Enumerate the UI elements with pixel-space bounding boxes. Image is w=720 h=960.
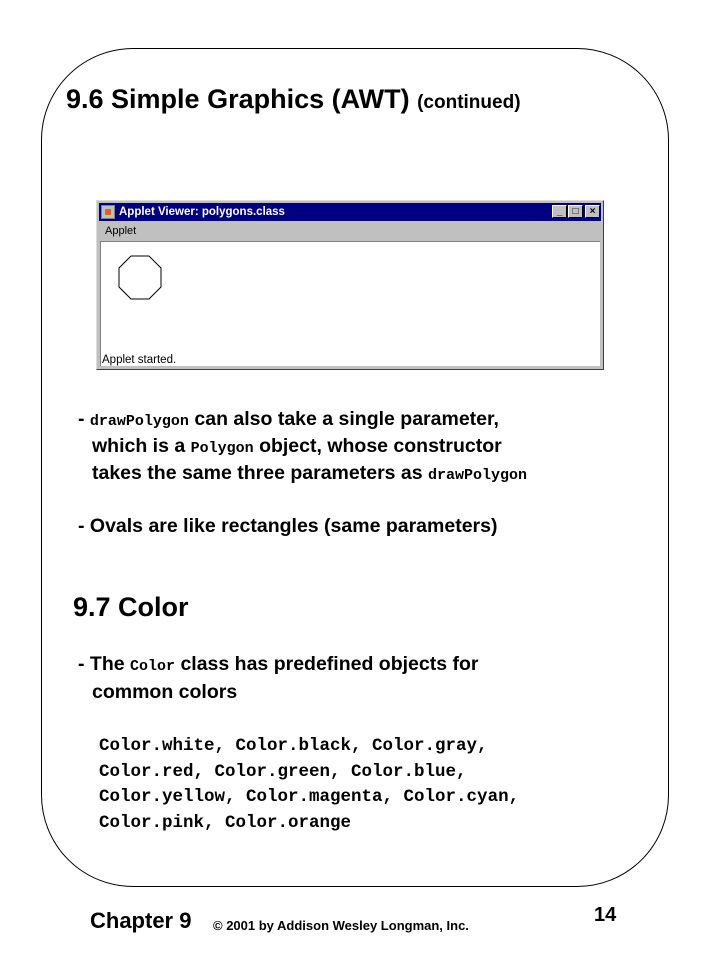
- bullet-drawpolygon-line3: takes the same three parameters as drawPolygon: [92, 462, 528, 484]
- bullet-color-class: - The Color class has predefined objects for: [78, 653, 479, 675]
- menu-bar: [99, 222, 601, 240]
- bullet-drawpolygon-line2: which is a Polygon object, whose constructor: [92, 435, 502, 457]
- bullet-drawpolygon: - drawPolygon can also take a single parameter,: [78, 408, 499, 430]
- java-icon[interactable]: [101, 205, 115, 219]
- footer-copyright: © 2001 by Addison Wesley Longman, Inc.: [213, 918, 469, 933]
- applet-window: [96, 200, 604, 370]
- title-suffix: (continued): [417, 92, 521, 113]
- page-number: 14: [594, 904, 617, 926]
- minimize-button[interactable]: _: [552, 205, 567, 218]
- maximize-button[interactable]: □: [568, 205, 583, 218]
- bullet-color-class-line2: common colors: [92, 681, 238, 703]
- close-button[interactable]: ×: [585, 205, 600, 218]
- window-titlebar[interactable]: [99, 203, 601, 221]
- slide-title: [66, 84, 521, 115]
- octagon-shape: [116, 252, 176, 312]
- status-text: Applet started.: [102, 354, 177, 366]
- window-title: Applet Viewer: polygons.class: [119, 206, 285, 218]
- footer-chapter: Chapter 9: [90, 908, 192, 933]
- applet-canvas: [100, 241, 600, 366]
- section-heading-color: 9.7 Color: [73, 592, 189, 622]
- title-main: 9.6 Simple Graphics (AWT): [66, 84, 410, 114]
- color-constants-code: Color.white, Color.black, Color.gray, Color.red, Color.green, Color.blue, Color.yellow, Color.magenta, Color.cyan, Color.pink, Color.orange: [99, 736, 520, 834]
- bullet-ovals: - Ovals are like rectangles (same parameters): [78, 515, 498, 537]
- menu-applet[interactable]: Applet: [105, 225, 137, 237]
